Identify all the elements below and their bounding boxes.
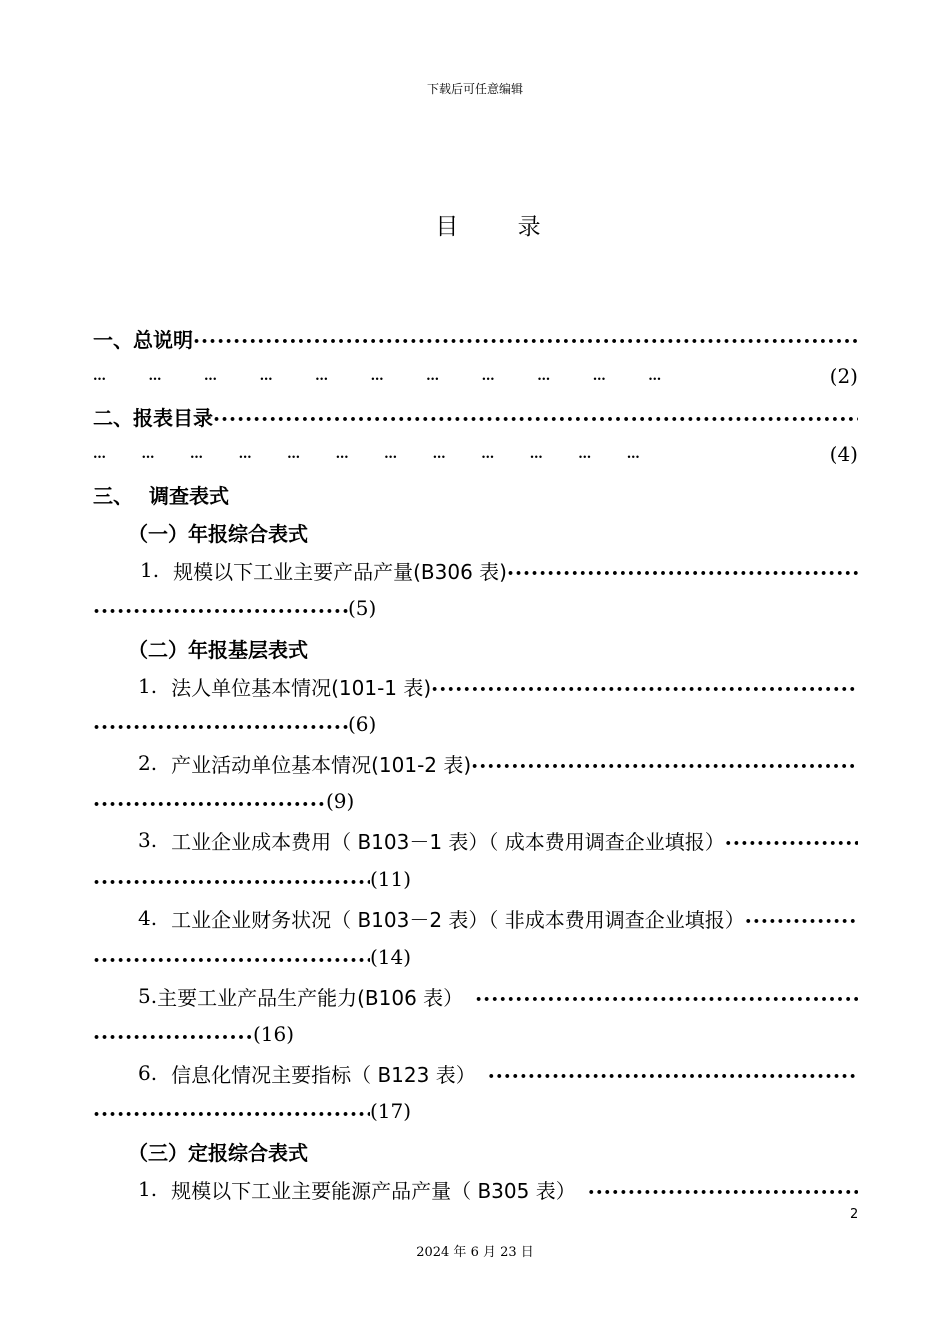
dot-leader xyxy=(471,751,858,775)
toc-label: 调查表式 xyxy=(149,483,229,508)
toc-page-number: (9) xyxy=(326,789,355,813)
toc-label: （二）年报基层表式 xyxy=(128,637,308,662)
toc-number: 5. xyxy=(138,984,158,1008)
page-number: 2 xyxy=(850,1207,859,1222)
toc-label: 产业活动单位基本情况(101-2 表) xyxy=(171,752,472,777)
dot-leader xyxy=(507,558,858,582)
toc-group-annual-comprehensive[interactable] xyxy=(128,516,858,548)
toc-number: 二、 xyxy=(93,405,133,430)
dot-leader xyxy=(93,712,348,736)
toc-entry-continuation xyxy=(93,1018,858,1050)
toc-number: 6. xyxy=(138,1061,158,1085)
dot-leader xyxy=(725,828,858,852)
toc-label: 工业企业成本费用（ B103－1 表）（ 成本费用调查企业填报） xyxy=(171,829,725,854)
toc-label: 工业企业财务状况（ B103－2 表）（ 非成本费用调查企业填报） xyxy=(171,907,745,932)
dot-leader xyxy=(93,945,370,969)
toc-group-periodic-comprehensive[interactable] xyxy=(128,1135,858,1167)
toc-entry-b103-1[interactable] xyxy=(93,824,858,856)
page-header: 下载后可任意编辑 xyxy=(426,82,523,96)
toc-number: 3. xyxy=(138,828,158,852)
dot-leader xyxy=(93,1099,370,1123)
toc-entry-continuation xyxy=(93,863,858,895)
toc-entry-continuation xyxy=(93,360,858,392)
dot-leader xyxy=(93,596,348,620)
toc-entry-b103-2[interactable] xyxy=(93,902,858,934)
toc-number: 2. xyxy=(138,751,158,775)
toc-number: 三、 xyxy=(93,483,133,508)
toc-label: （三）定报综合表式 xyxy=(128,1140,308,1165)
toc-page-number: (6) xyxy=(348,712,377,736)
toc-entry-continuation xyxy=(93,785,858,817)
toc-page-number: (5) xyxy=(348,596,377,620)
toc-page-number: (11) xyxy=(370,867,412,891)
toc-entry-survey-forms[interactable] xyxy=(93,478,858,510)
dot-leader xyxy=(213,404,858,428)
toc-label: 总说明 xyxy=(133,327,193,352)
toc-label: 报表目录 xyxy=(133,405,213,430)
toc-number: 1. xyxy=(140,558,160,582)
dot-leader xyxy=(431,674,858,698)
dot-leader xyxy=(745,906,858,930)
toc-label: （一）年报综合表式 xyxy=(128,521,308,546)
toc-entry-continuation xyxy=(93,708,858,740)
toc-entry-continuation xyxy=(93,1095,858,1127)
toc-page-number: (16) xyxy=(253,1022,295,1046)
toc-number: 1. xyxy=(138,1177,158,1201)
toc-number: 4. xyxy=(138,906,158,930)
dot-leader: … … … … … … … … … … … xyxy=(93,368,662,384)
toc-group-annual-base[interactable] xyxy=(128,632,858,664)
dot-leader xyxy=(93,867,370,891)
toc-page-number: (2) xyxy=(829,364,858,388)
page-title: 目 录 xyxy=(435,214,567,240)
dot-leader xyxy=(93,789,326,813)
toc-label: 规模以下工业主要能源产品产量（ B305 表） xyxy=(171,1178,576,1203)
dot-leader: … … … … … … … … … … … … xyxy=(93,446,640,462)
toc-entry-101-1[interactable] xyxy=(93,670,858,702)
toc-entry-b305[interactable] xyxy=(93,1173,858,1205)
toc-page-number: (4) xyxy=(829,442,858,466)
toc-entry-general-notes[interactable] xyxy=(93,322,858,354)
toc-label: 信息化情况主要指标（ B123 表） xyxy=(171,1062,476,1087)
toc-entry-continuation xyxy=(93,941,858,973)
toc-number: 一、 xyxy=(93,327,133,352)
toc-entry-b306[interactable] xyxy=(93,554,858,586)
toc-entry-report-catalog[interactable] xyxy=(93,400,858,432)
toc-number: 1. xyxy=(138,674,158,698)
toc-entry-101-2[interactable] xyxy=(93,747,858,779)
toc-label: 主要工业产品生产能力(B106 表） xyxy=(157,985,464,1010)
toc-entry-continuation xyxy=(93,592,858,624)
dot-leader xyxy=(193,326,858,350)
toc-page-number: (14) xyxy=(370,945,412,969)
dot-leader xyxy=(588,1177,858,1201)
dot-leader xyxy=(488,1061,858,1085)
footer-date: 2024 年 6 月 23 日 xyxy=(416,1245,534,1260)
toc-page-number: (17) xyxy=(370,1099,412,1123)
toc-entry-b106[interactable] xyxy=(93,980,858,1012)
toc-entry-continuation xyxy=(93,438,858,470)
dot-leader xyxy=(93,1022,253,1046)
toc-entry-b123[interactable] xyxy=(93,1057,858,1089)
toc-label: 法人单位基本情况(101-1 表) xyxy=(171,675,432,700)
dot-leader xyxy=(475,984,858,1008)
toc-label: 规模以下工业主要产品产量(B306 表) xyxy=(173,559,507,584)
